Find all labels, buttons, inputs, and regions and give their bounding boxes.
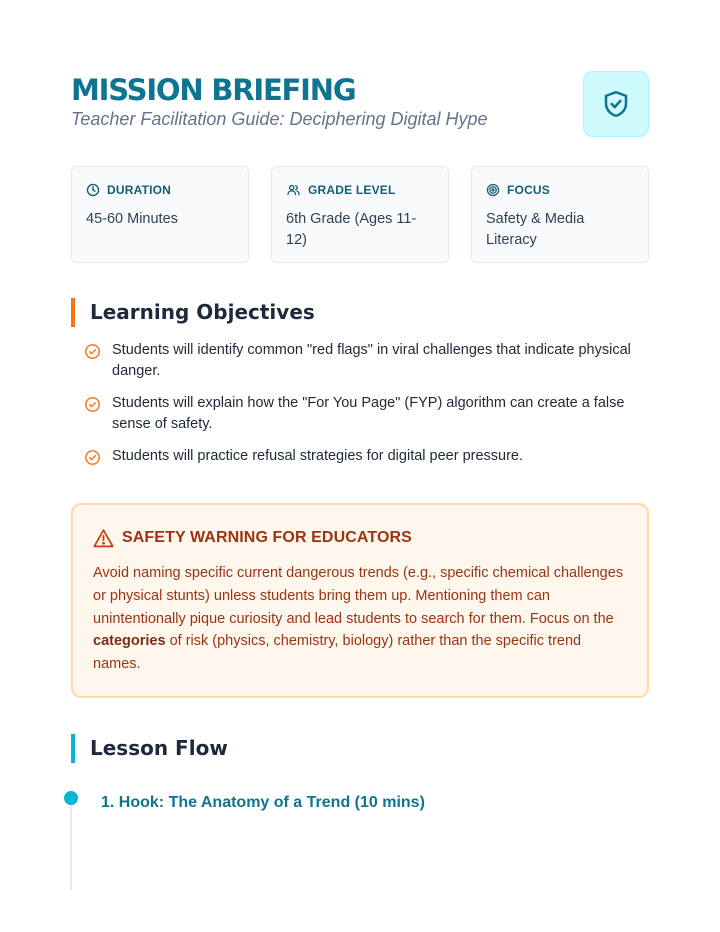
shield-badge bbox=[583, 71, 649, 137]
focus-card bbox=[471, 166, 649, 263]
timeline-line bbox=[70, 800, 72, 890]
safety-warning-box bbox=[71, 503, 649, 698]
shield-check-icon bbox=[601, 89, 631, 119]
list-item bbox=[84, 340, 650, 382]
timeline-dot bbox=[64, 791, 78, 805]
target-icon bbox=[486, 183, 500, 197]
warning-body bbox=[93, 562, 627, 676]
focus-label: FOCUS bbox=[507, 183, 550, 197]
duration-label: DURATION bbox=[107, 183, 172, 197]
learning-objectives-heading: Learning Objectives bbox=[71, 298, 315, 327]
warning-text-end: of risk (physics, chemistry, biology) rather than the specific trend names. bbox=[93, 633, 582, 673]
page-header bbox=[71, 71, 649, 137]
check-circle-icon bbox=[84, 343, 101, 360]
warning-title: SAFETY WARNING FOR EDUCATORS bbox=[122, 529, 412, 546]
objective-text: Students will practice refusal strategies for digital peer pressure. bbox=[112, 448, 524, 464]
objectives-list bbox=[84, 340, 650, 478]
warning-text-bold: categories bbox=[93, 633, 166, 650]
grade-level-label: GRADE LEVEL bbox=[308, 183, 396, 197]
objective-text: Students will identify common "red flags" in viral challenges that indicate physical danger. bbox=[112, 342, 631, 379]
duration-card bbox=[71, 166, 249, 263]
grade-level-card bbox=[271, 166, 449, 263]
page-title: MISSION BRIEFING bbox=[71, 73, 356, 107]
grade-level-value: 6th Grade (Ages 11-12) bbox=[286, 211, 417, 248]
list-item bbox=[84, 393, 650, 435]
info-cards bbox=[71, 166, 649, 263]
clock-icon bbox=[86, 183, 100, 197]
duration-value: 45-60 Minutes bbox=[86, 211, 178, 227]
lesson-step-title: 1. Hook: The Anatomy of a Trend (10 mins) bbox=[101, 794, 425, 811]
check-circle-icon bbox=[84, 449, 101, 466]
focus-value: Safety & Media Literacy bbox=[486, 211, 585, 248]
users-icon bbox=[286, 183, 301, 197]
page-subtitle: Teacher Facilitation Guide: Deciphering Digital Hype bbox=[71, 109, 488, 129]
check-circle-icon bbox=[84, 396, 101, 413]
objective-text: Students will explain how the "For You Page" (FYP) algorithm can create a false sense of safety. bbox=[112, 395, 625, 432]
warning-text-start: Avoid naming specific current dangerous trends (e.g., specific chemical challenges or physical stunts) unless students bring them up. Mentioning them can unintentionally pique curiosity and lead students to search for them. Focus on the bbox=[93, 565, 624, 627]
lesson-flow-heading: Lesson Flow bbox=[71, 734, 228, 763]
warning-triangle-icon bbox=[93, 528, 114, 548]
list-item bbox=[84, 446, 650, 467]
